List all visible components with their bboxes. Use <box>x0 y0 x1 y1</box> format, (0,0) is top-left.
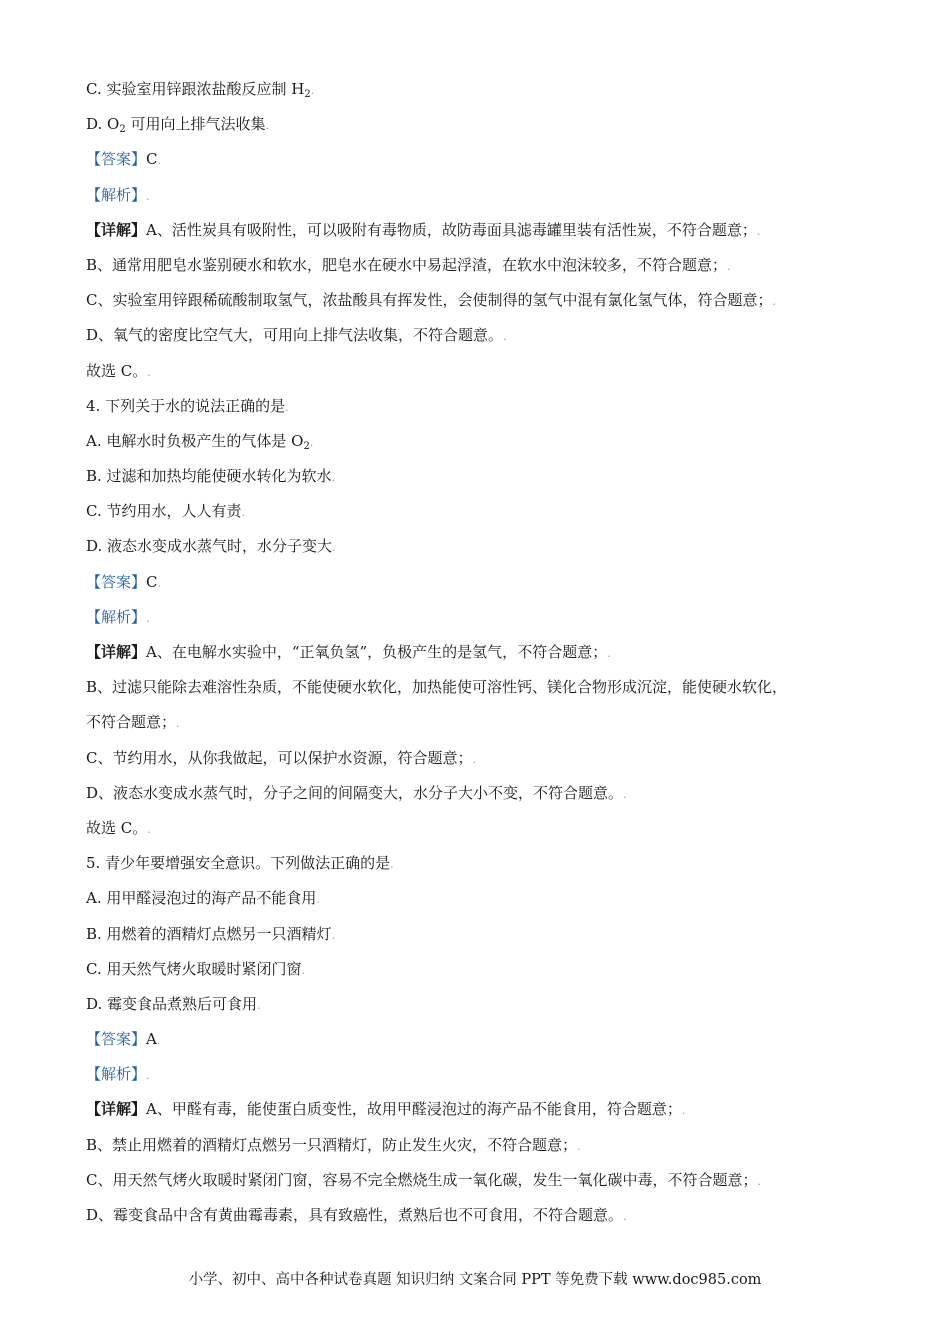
q5-detail-c: C、用天然气烤火取暖时紧闭门窗，容易不完全燃烧生成一氧化碳，发生一氧化碳中毒，不符合题意；. <box>86 1170 761 1189</box>
analysis-tag: 【解析】 <box>86 185 147 204</box>
q4-detail-b: B、过滤只能除去难溶性杂质，不能使硬水软化，加热能使可溶性钙、镁化合物形成沉淀，能使硬水软化， <box>86 678 788 697</box>
q3-option-c: C. 实验室用锌跟浓盐酸反应制 $H_2$. <box>86 80 315 100</box>
answer-tag: 【答案】 <box>86 1030 147 1049</box>
q4-stem: 4. 下列关于水的说法正确的是. <box>86 396 289 415</box>
analysis-tag: 【解析】 <box>86 607 147 626</box>
q4-detail-b-cont: 不符合题意；. <box>86 713 180 732</box>
q4-detail-a: 【详解】A、在电解水实验中，“正氧负氢”，负极产生的是氢气，不符合题意；. <box>86 643 611 661</box>
q5-option-b: B. 用燃着的酒精灯点燃另一只酒精灯. <box>86 924 336 943</box>
q3-option-d: D. $O_2$ 可用向上排气法收集. <box>86 115 269 136</box>
detail-tag: 【详解】 <box>86 1100 147 1119</box>
q3-analysis: 【解析】. <box>86 185 150 204</box>
q5-stem: 5. 青少年要增强安全意识。下列做法正确的是. <box>86 854 394 873</box>
q4-conclusion: 故选 C。. <box>86 818 151 837</box>
q5-option-d: D. 霉变食品煮熟后可食用. <box>86 994 261 1013</box>
q4-analysis: 【解析】. <box>86 607 150 626</box>
q3-detail-c: C、实验室用锌跟稀硫酸制取氢气，浓盐酸具有挥发性，会使制得的氢气中混有氯化氢气体，符合题意；. <box>86 291 776 310</box>
answer-tag: 【答案】 <box>86 572 147 591</box>
q3-detail-b: B、通常用肥皂水鉴别硬水和软水，肥皂水在硬水中易起浮渣，在软水中泡沫较多，不符合题意；. <box>86 255 731 274</box>
q3-answer: 【答案】C. <box>86 150 161 169</box>
q4-option-a: A. 电解水时负极产生的气体是 $O_2$. <box>86 431 314 452</box>
q3-detail-d: D、氧气的密度比空气大，可用向上排气法收集，不符合题意。. <box>86 326 507 345</box>
answer-tag: 【答案】 <box>86 150 147 169</box>
q4-answer: 【答案】C. <box>86 572 161 591</box>
page-footer: 小学、初中、高中各种试卷真题 知识归纳 文案合同 PPT 等免费下载 www.doc985.com <box>188 1272 762 1288</box>
q5-detail-b: B、禁止用燃着的酒精灯点燃另一只酒精灯，防止发生火灾，不符合题意；. <box>86 1135 581 1154</box>
document-content <box>86 72 876 1233</box>
q5-answer: 【答案】A. <box>86 1030 161 1049</box>
detail-tag: 【详解】 <box>86 220 147 239</box>
q3-detail-a: 【详解】A、活性炭具有吸附性，可以吸附有毒物质，故防毒面具滤毒罐里装有活性炭，不符合题意；. <box>86 220 761 239</box>
q5-option-a: A. 用甲醛浸泡过的海产品不能食用. <box>86 889 320 908</box>
q4-detail-d: D、液态水变成水蒸气时，分子之间的间隔变大，水分子大小不变，不符合题意。. <box>86 783 627 802</box>
analysis-tag: 【解析】 <box>86 1065 147 1084</box>
q4-option-c: C. 节约用水，人人有责. <box>86 502 245 521</box>
q4-option-b: B. 过滤和加热均能使硬水转化为软水. <box>86 467 336 486</box>
detail-tag: 【详解】 <box>86 643 147 661</box>
q5-option-c: C. 用天然气烤火取暖时紧闭门窗. <box>86 959 305 978</box>
q5-detail-a: 【详解】A、甲醛有毒，能使蛋白质变性，故用甲醛浸泡过的海产品不能食用，符合题意；. <box>86 1100 686 1119</box>
q4-detail-c: C、节约用水，从你我做起，可以保护水资源，符合题意；. <box>86 748 476 767</box>
q4-option-d: D. 液态水变成水蒸气时，水分子变大. <box>86 537 336 556</box>
q3-conclusion: 故选 C。. <box>86 361 151 380</box>
q5-detail-d: D、霉变食品中含有黄曲霉毒素，具有致癌性，煮熟后也不可食用，不符合题意。. <box>86 1206 627 1224</box>
q5-analysis: 【解析】. <box>86 1065 150 1084</box>
